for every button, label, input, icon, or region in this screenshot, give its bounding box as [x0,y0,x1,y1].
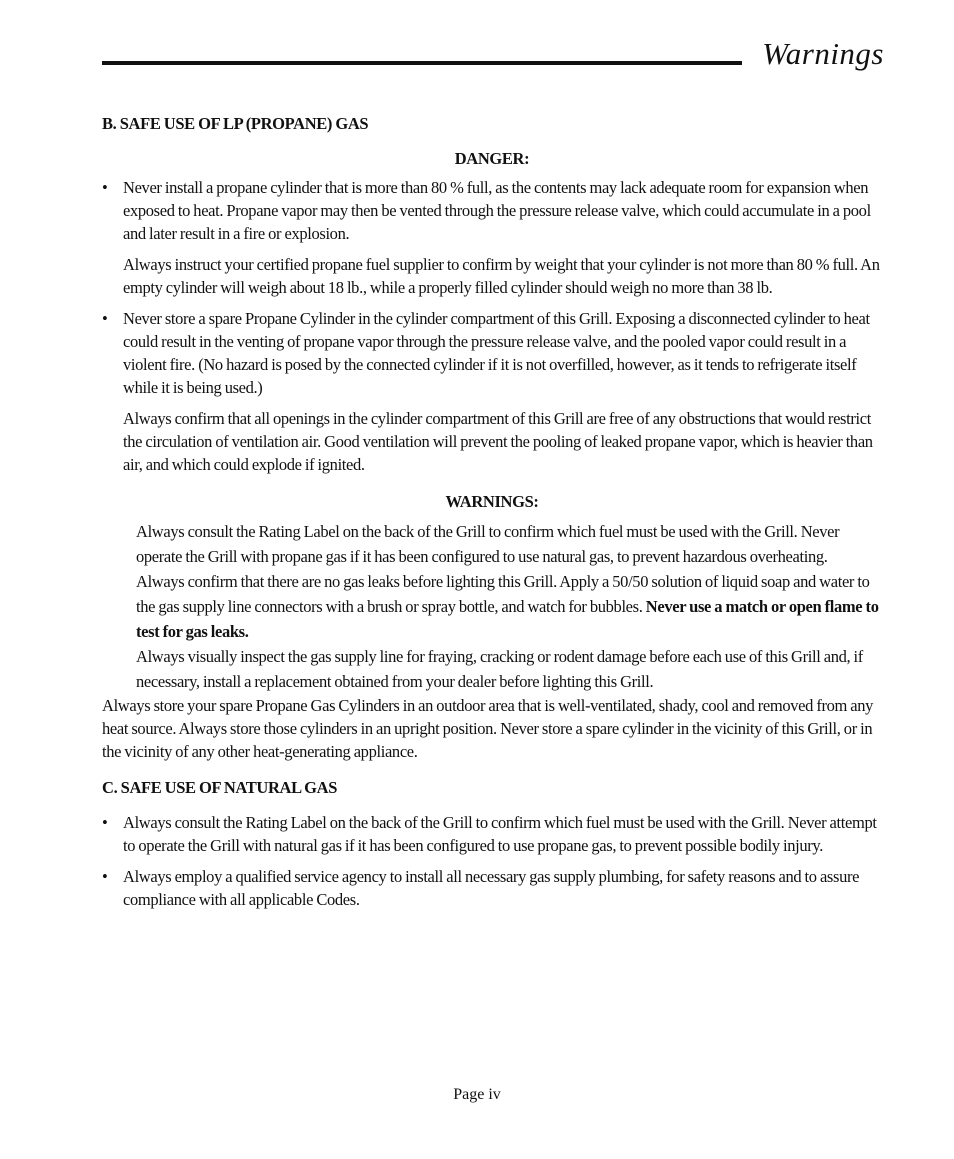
danger-bullet-2 [102,307,882,399]
section-c-heading: C. SAFE USE OF NATURAL GAS [102,778,338,797]
section-b-heading: B. SAFE USE OF LP (PROPANE) GAS [102,114,369,133]
bullet-dot: • [102,178,108,197]
warning-3: Always visually inspect the gas supply line for fraying, cracking or rodent damage before each use of this Grill and, if necessary, install a replacement obtained from your dealer before lighting this Grill. [136,647,863,691]
bullet-dot: • [102,813,108,832]
warning-1: Always consult the Rating Label on the back of the Grill to confirm which fuel must be used with the Grill. Never operate the Grill with propane gas if it has been configured to use natural gas, to prevent hazardous overheating. [136,522,840,566]
danger-heading: DANGER: [454,149,530,168]
danger-bullet-2-text: Never store a spare Propane Cylinder in the cylinder compartment of this Grill. Exposing a disconnected cylinder to heat could result in the venting of propane vapor through the pressure release valve, and the pooled vapor could result in a violent fire. (No hazard is posed by the connected cylinder if it is not overfilled, however, as it tends to refrigerate itself while it is being used.) [123,309,870,397]
bullet-dot: • [102,309,108,328]
warnings-heading: WARNINGS: [445,492,539,511]
danger-bullet-2-follow: Always confirm that all openings in the cylinder compartment of this Grill are free of any obstructions that would restrict the circulation of ventilation air. Good ventilation will prevent the pooling of leaked propane vapor, which is heavier than air, and which could explode if ignited. [123,409,873,474]
natural-gas-bullet-1-text: Always consult the Rating Label on the back of the Grill to confirm which fuel must be used with the Grill. Never attempt to operate the Grill with natural gas if it has been configured to use propane gas, to prevent possible bodily injury. [123,813,877,855]
header-rule [102,61,742,65]
page-content [102,112,882,919]
natural-gas-bullet-1 [102,811,882,857]
natural-gas-bullet-2 [102,865,882,911]
page-number: Page iv [453,1086,501,1103]
bullet-dot: • [102,867,108,886]
warning-2-bold-text: Never use a match or open flame to test for gas leaks. [136,597,879,641]
danger-bullet-1-text: Never install a propane cylinder that is more than 80 % full, as the contents may lack adequate room for expansion when exposed to heat. Propane vapor may then be vented through the pressure release valve, which could accumulate in a pool and later result in a fire or explosion. [123,178,871,243]
danger-bullet-1 [102,176,882,245]
natural-gas-bullet-2-text: Always employ a qualified service agency to install all necessary gas supply plumbing, for safety reasons and to assure compliance with all applicable Codes. [123,867,860,909]
page-header-title: Warnings [762,36,884,71]
warning-2-text: Always confirm that there are no gas leaks before lighting this Grill. Apply a 50/50 solution of liquid soap and water to the gas supply line connectors with a brush or spray bottle, and watch for bubbles. [136,572,870,616]
warning-2 [102,569,882,644]
storage-paragraph: Always store your spare Propane Gas Cylinders in an outdoor area that is well-ventilated, shady, cool and removed from any heat source. Always store those cylinders in an upright position. Never store a spare cylinder in the vicinity of this Grill, or in the vicinity of any other heat-generating appliance. [102,696,874,761]
danger-bullet-1-follow: Always instruct your certified propane fuel supplier to confirm by weight that your cylinder is not more than 80 % full. An empty cylinder will weigh about 18 lb., while a properly filled cylinder should weigh no more than 38 lb. [123,255,880,297]
